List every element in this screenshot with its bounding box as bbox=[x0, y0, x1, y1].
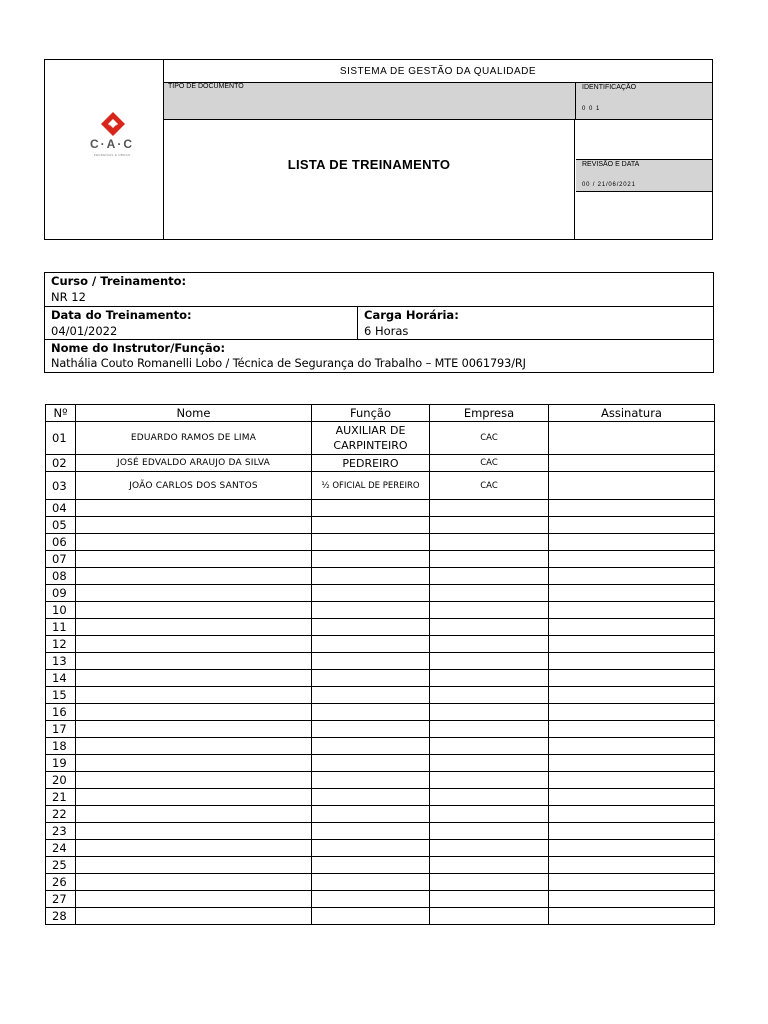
row-company bbox=[430, 551, 549, 568]
row-signature bbox=[549, 500, 715, 517]
table-header-row bbox=[46, 405, 715, 422]
row-name bbox=[76, 857, 312, 874]
row-signature bbox=[549, 806, 715, 823]
row-company bbox=[430, 602, 549, 619]
table-row bbox=[46, 422, 715, 455]
table-row bbox=[46, 455, 715, 472]
row-function bbox=[312, 874, 430, 891]
document-header bbox=[44, 59, 713, 240]
date-value: 04/01/2022 bbox=[51, 324, 118, 338]
row-function bbox=[312, 857, 430, 874]
row-signature bbox=[549, 840, 715, 857]
row-signature bbox=[549, 551, 715, 568]
row-name bbox=[76, 602, 312, 619]
row-number: 11 bbox=[46, 619, 76, 636]
row-company bbox=[430, 619, 549, 636]
row-signature bbox=[549, 687, 715, 704]
table-row bbox=[46, 568, 715, 585]
row-number: 15 bbox=[46, 687, 76, 704]
row-number: 09 bbox=[46, 585, 76, 602]
row-company bbox=[430, 704, 549, 721]
header-name: Nome bbox=[76, 405, 312, 422]
row-number: 05 bbox=[46, 517, 76, 534]
row-company bbox=[430, 789, 549, 806]
row-company bbox=[430, 517, 549, 534]
row-name bbox=[76, 789, 312, 806]
row-name bbox=[76, 874, 312, 891]
table-row bbox=[46, 840, 715, 857]
row-number: 23 bbox=[46, 823, 76, 840]
row-signature bbox=[549, 704, 715, 721]
row-name bbox=[76, 551, 312, 568]
row-company bbox=[430, 500, 549, 517]
company-logo bbox=[81, 110, 145, 166]
row-name bbox=[76, 721, 312, 738]
row-number: 13 bbox=[46, 653, 76, 670]
row-name bbox=[76, 619, 312, 636]
row-function: PEDREIRO bbox=[312, 455, 430, 472]
row-function bbox=[312, 908, 430, 925]
course-value: NR 12 bbox=[51, 290, 86, 304]
row-company bbox=[430, 670, 549, 687]
row-name bbox=[76, 568, 312, 585]
row-name bbox=[76, 772, 312, 789]
blank-cell bbox=[576, 120, 712, 160]
revision-cell bbox=[576, 160, 712, 192]
instructor-label: Nome do Instrutor/Função: bbox=[51, 341, 226, 355]
row-name bbox=[76, 670, 312, 687]
row-number: 16 bbox=[46, 704, 76, 721]
row-signature bbox=[549, 823, 715, 840]
doc-type-label: TIPO DE DOCUMENTO bbox=[168, 83, 244, 90]
header-function: Função bbox=[312, 405, 430, 422]
row-company bbox=[430, 585, 549, 602]
date-hours-row bbox=[45, 307, 713, 340]
identification-label: IDENTIFICAÇÃO bbox=[582, 84, 637, 91]
row-function bbox=[312, 755, 430, 772]
row-company bbox=[430, 840, 549, 857]
row-function bbox=[312, 806, 430, 823]
row-number: 20 bbox=[46, 772, 76, 789]
table-row bbox=[46, 653, 715, 670]
course-label: Curso / Treinamento: bbox=[51, 274, 187, 288]
row-signature bbox=[549, 455, 715, 472]
row-number: 01 bbox=[46, 422, 76, 455]
row-signature bbox=[549, 738, 715, 755]
column-divider bbox=[357, 307, 358, 339]
table-row bbox=[46, 823, 715, 840]
row-name: JOSÉ EDVALDO ARAUJO DA SILVA bbox=[76, 455, 312, 472]
instructor-row bbox=[45, 340, 713, 372]
row-company bbox=[430, 891, 549, 908]
row-name bbox=[76, 636, 312, 653]
row-company bbox=[430, 823, 549, 840]
hours-label: Carga Horária: bbox=[364, 308, 459, 322]
row-function bbox=[312, 738, 430, 755]
row-company bbox=[430, 806, 549, 823]
table-row bbox=[46, 472, 715, 500]
row-signature bbox=[549, 755, 715, 772]
logo-diamond-icon bbox=[81, 110, 145, 138]
row-company bbox=[430, 636, 549, 653]
row-signature bbox=[549, 670, 715, 687]
row-signature bbox=[549, 517, 715, 534]
row-function bbox=[312, 704, 430, 721]
row-signature bbox=[549, 857, 715, 874]
row-function bbox=[312, 517, 430, 534]
row-company bbox=[430, 687, 549, 704]
row-number: 03 bbox=[46, 472, 76, 500]
row-function bbox=[312, 534, 430, 551]
row-name: EDUARDO RAMOS DE LIMA bbox=[76, 422, 312, 455]
logo-text: C·A·C bbox=[90, 137, 134, 151]
logo-cell bbox=[45, 60, 164, 239]
row-signature bbox=[549, 891, 715, 908]
table-row bbox=[46, 891, 715, 908]
row-signature bbox=[549, 874, 715, 891]
system-title: SISTEMA DE GESTÃO DA QUALIDADE bbox=[164, 60, 712, 83]
identification-value: 0 0 1 bbox=[582, 106, 601, 112]
table-row bbox=[46, 857, 715, 874]
table-row bbox=[46, 636, 715, 653]
row-company bbox=[430, 738, 549, 755]
row-function bbox=[312, 585, 430, 602]
row-company bbox=[430, 721, 549, 738]
table-row bbox=[46, 670, 715, 687]
row-name bbox=[76, 653, 312, 670]
table-row bbox=[46, 619, 715, 636]
row-company bbox=[430, 568, 549, 585]
row-function bbox=[312, 602, 430, 619]
row-company: CAC bbox=[430, 422, 549, 455]
row-number: 17 bbox=[46, 721, 76, 738]
attendance-table bbox=[45, 404, 715, 925]
row-function bbox=[312, 551, 430, 568]
row-company bbox=[430, 755, 549, 772]
row-number: 27 bbox=[46, 891, 76, 908]
row-name bbox=[76, 755, 312, 772]
row-number: 14 bbox=[46, 670, 76, 687]
row-function bbox=[312, 500, 430, 517]
row-number: 28 bbox=[46, 908, 76, 925]
row-signature bbox=[549, 422, 715, 455]
row-function bbox=[312, 687, 430, 704]
table-row bbox=[46, 500, 715, 517]
row-name bbox=[76, 908, 312, 925]
row-signature bbox=[549, 619, 715, 636]
row-function bbox=[312, 653, 430, 670]
course-info bbox=[44, 272, 714, 373]
row-company bbox=[430, 857, 549, 874]
row-number: 08 bbox=[46, 568, 76, 585]
row-signature bbox=[549, 568, 715, 585]
row-function bbox=[312, 789, 430, 806]
header-number: Nº bbox=[46, 405, 76, 422]
row-name bbox=[76, 806, 312, 823]
hours-value: 6 Horas bbox=[364, 324, 409, 338]
row-signature bbox=[549, 602, 715, 619]
date-label: Data do Treinamento: bbox=[51, 308, 192, 322]
row-name bbox=[76, 738, 312, 755]
course-row bbox=[45, 273, 713, 307]
row-signature bbox=[549, 636, 715, 653]
row-function bbox=[312, 619, 430, 636]
row-name bbox=[76, 687, 312, 704]
table-row bbox=[46, 789, 715, 806]
table-row bbox=[46, 772, 715, 789]
row-name bbox=[76, 823, 312, 840]
table-row bbox=[46, 874, 715, 891]
logo-subtext: PEDREIRAS E OBRAS bbox=[93, 153, 131, 157]
row-signature bbox=[549, 653, 715, 670]
row-function bbox=[312, 721, 430, 738]
table-row bbox=[46, 602, 715, 619]
row-number: 04 bbox=[46, 500, 76, 517]
row-company bbox=[430, 534, 549, 551]
row-function bbox=[312, 823, 430, 840]
row-function: ½ OFICIAL DE PEREIRO bbox=[312, 472, 430, 500]
row-signature bbox=[549, 585, 715, 602]
row-number: 10 bbox=[46, 602, 76, 619]
row-number: 07 bbox=[46, 551, 76, 568]
row-number: 18 bbox=[46, 738, 76, 755]
row-number: 21 bbox=[46, 789, 76, 806]
instructor-value: Nathália Couto Romanelli Lobo / Técnica de Segurança do Trabalho – MTE 0061793/RJ bbox=[51, 357, 526, 370]
document-title: LISTA DE TREINAMENTO bbox=[164, 120, 575, 239]
row-number: 22 bbox=[46, 806, 76, 823]
row-company bbox=[430, 874, 549, 891]
revision-value: 00 / 21/06/2021 bbox=[582, 182, 636, 188]
row-function bbox=[312, 636, 430, 653]
row-number: 24 bbox=[46, 840, 76, 857]
row-function bbox=[312, 772, 430, 789]
row-function bbox=[312, 670, 430, 687]
row-company: CAC bbox=[430, 472, 549, 500]
table-row bbox=[46, 517, 715, 534]
row-company bbox=[430, 653, 549, 670]
row-function bbox=[312, 840, 430, 857]
table-row bbox=[46, 721, 715, 738]
table-row bbox=[46, 704, 715, 721]
row-name bbox=[76, 840, 312, 857]
row-signature bbox=[549, 472, 715, 500]
table-row bbox=[46, 806, 715, 823]
row-number: 25 bbox=[46, 857, 76, 874]
row-number: 02 bbox=[46, 455, 76, 472]
table-row bbox=[46, 534, 715, 551]
header-company: Empresa bbox=[430, 405, 549, 422]
row-number: 19 bbox=[46, 755, 76, 772]
row-function bbox=[312, 891, 430, 908]
table-row bbox=[46, 687, 715, 704]
row-signature bbox=[549, 789, 715, 806]
table-row bbox=[46, 908, 715, 925]
row-number: 12 bbox=[46, 636, 76, 653]
header-signature: Assinatura bbox=[549, 405, 715, 422]
table-row bbox=[46, 551, 715, 568]
row-company: CAC bbox=[430, 455, 549, 472]
row-name bbox=[76, 585, 312, 602]
row-function bbox=[312, 568, 430, 585]
doc-type-cell bbox=[164, 83, 576, 120]
row-name bbox=[76, 500, 312, 517]
identification-cell bbox=[576, 83, 712, 120]
row-signature bbox=[549, 534, 715, 551]
table-row bbox=[46, 585, 715, 602]
row-signature bbox=[549, 908, 715, 925]
row-name: JOÃO CARLOS DOS SANTOS bbox=[76, 472, 312, 500]
row-company bbox=[430, 772, 549, 789]
row-name bbox=[76, 517, 312, 534]
row-company bbox=[430, 908, 549, 925]
table-row bbox=[46, 755, 715, 772]
row-function: AUXILIAR DE CARPINTEIRO bbox=[312, 422, 430, 455]
row-name bbox=[76, 704, 312, 721]
revision-label: REVISÃO E DATA bbox=[582, 161, 640, 168]
row-signature bbox=[549, 772, 715, 789]
row-name bbox=[76, 534, 312, 551]
table-row bbox=[46, 738, 715, 755]
row-name bbox=[76, 891, 312, 908]
row-number: 26 bbox=[46, 874, 76, 891]
row-signature bbox=[549, 721, 715, 738]
row-number: 06 bbox=[46, 534, 76, 551]
